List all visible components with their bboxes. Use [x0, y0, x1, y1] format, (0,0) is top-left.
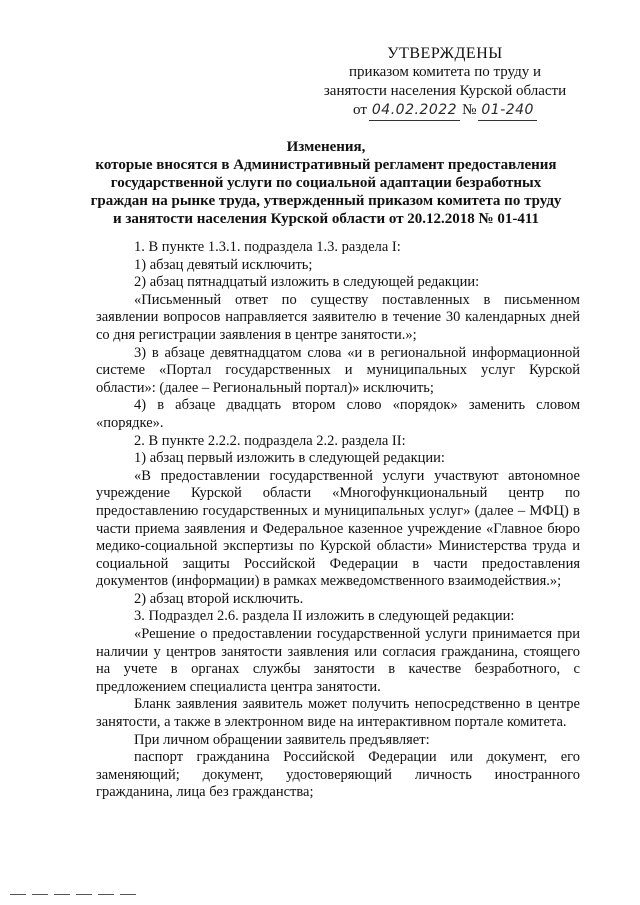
scan-mark	[32, 894, 48, 899]
paragraph-3: 2) абзац пятнадцатый изложить в следующей редакции:	[134, 274, 480, 291]
paragraph-12: «Решение о предоставлении государственной услуги принимается при наличии у центров занятости заявления или согласия гражданина, стоящего на учете в органах службы занятости в качестве безработного, с предложением специалиста центра занятости.	[96, 626, 580, 695]
handwritten-date: 04.02.2022	[369, 101, 460, 121]
title-line-4: граждан на рынке труда, утвержденный приказом комитета по труду	[90, 193, 562, 209]
document-body	[96, 239, 580, 802]
approval-date-number	[300, 101, 590, 121]
scan-mark	[76, 894, 92, 899]
paragraph-14: При личном обращении заявитель предъявляет:	[134, 731, 430, 748]
title-line-5: и занятости населения Курской области от 20.12.2018 № 01-411	[112, 211, 540, 227]
paragraph-5: 3) в абзаце девятнадцатом слова «и в региональной информационной системе «Портал государственных и муниципальных услуг Курской области»: (далее – Региональный портал)» исключить;	[96, 344, 580, 396]
paragraph-11: 3. Подраздел 2.6. раздела II изложить в следующей редакции:	[134, 608, 515, 625]
scan-mark	[98, 894, 114, 899]
paragraph-13: Бланк заявления заявитель может получить непосредственно в центре занятости, а также в электронном виде на интерактивном портале комитета.	[96, 696, 580, 731]
paragraph-1: 1. В пункте 1.3.1. подраздела 1.3. раздела I:	[134, 239, 401, 255]
approval-stamp: УТВЕРЖДЕНЫ	[387, 45, 503, 62]
paragraph-8: 1) абзац первый изложить в следующей редакции:	[134, 450, 445, 467]
scan-edge-marks	[0, 894, 210, 902]
paragraph-9: «В предоставлении государственной услуги участвуют автономное учреждение Курской области «Многофункциональный центр по предоставлению государственных и муниципальных услуг» (далее – МФЦ) в части приема заявления и Федеральное казенное учреждение «Главное бюро медико-социальной экспертизы по Курской области» Министерства труда и социальной защиты Российской Федерации в части предоставления документов (информации) в рамках межведомственного взаимодействия.»;	[96, 467, 580, 590]
paragraph-2: 1) абзац девятый исключить;	[134, 256, 313, 273]
scan-mark	[120, 894, 136, 899]
handwritten-number: 01-240	[478, 101, 537, 121]
paragraph-15: паспорт гражданина Российской Федерации или документ, его заменяющий; документ, удостоверяющий личность иностранного гражданина, лица без гражданства;	[96, 749, 580, 801]
approval-block	[300, 44, 590, 121]
title-line-1: Изменения,	[286, 139, 366, 155]
date-prefix: от	[353, 102, 367, 118]
paragraph-10: 2) абзац второй исключить.	[134, 590, 304, 607]
paragraph-6: 4) в абзаце двадцать втором слово «порядок» заменить словом «порядке».	[96, 397, 580, 431]
paragraph-4: «Письменный ответ по существу поставленных в письменном заявлении вопросов направляется заявителю в течение 30 календарных дней со дня регистрации заявления в центре занятости.»;	[96, 291, 580, 343]
scan-mark	[10, 894, 26, 899]
title-line-2: которые вносятся в Административный регламент предоставления	[95, 157, 557, 173]
number-prefix: №	[462, 102, 477, 118]
approval-line-1: приказом комитета по труду и	[349, 64, 541, 80]
paragraph-7: 2. В пункте 2.2.2. подраздела 2.2. раздела II:	[134, 432, 406, 449]
approval-line-2: занятости населения Курской области	[323, 83, 567, 99]
scan-mark	[54, 894, 70, 899]
document-title	[70, 138, 582, 228]
title-line-3: государственной услуги по социальной адаптации безработных	[110, 175, 542, 191]
